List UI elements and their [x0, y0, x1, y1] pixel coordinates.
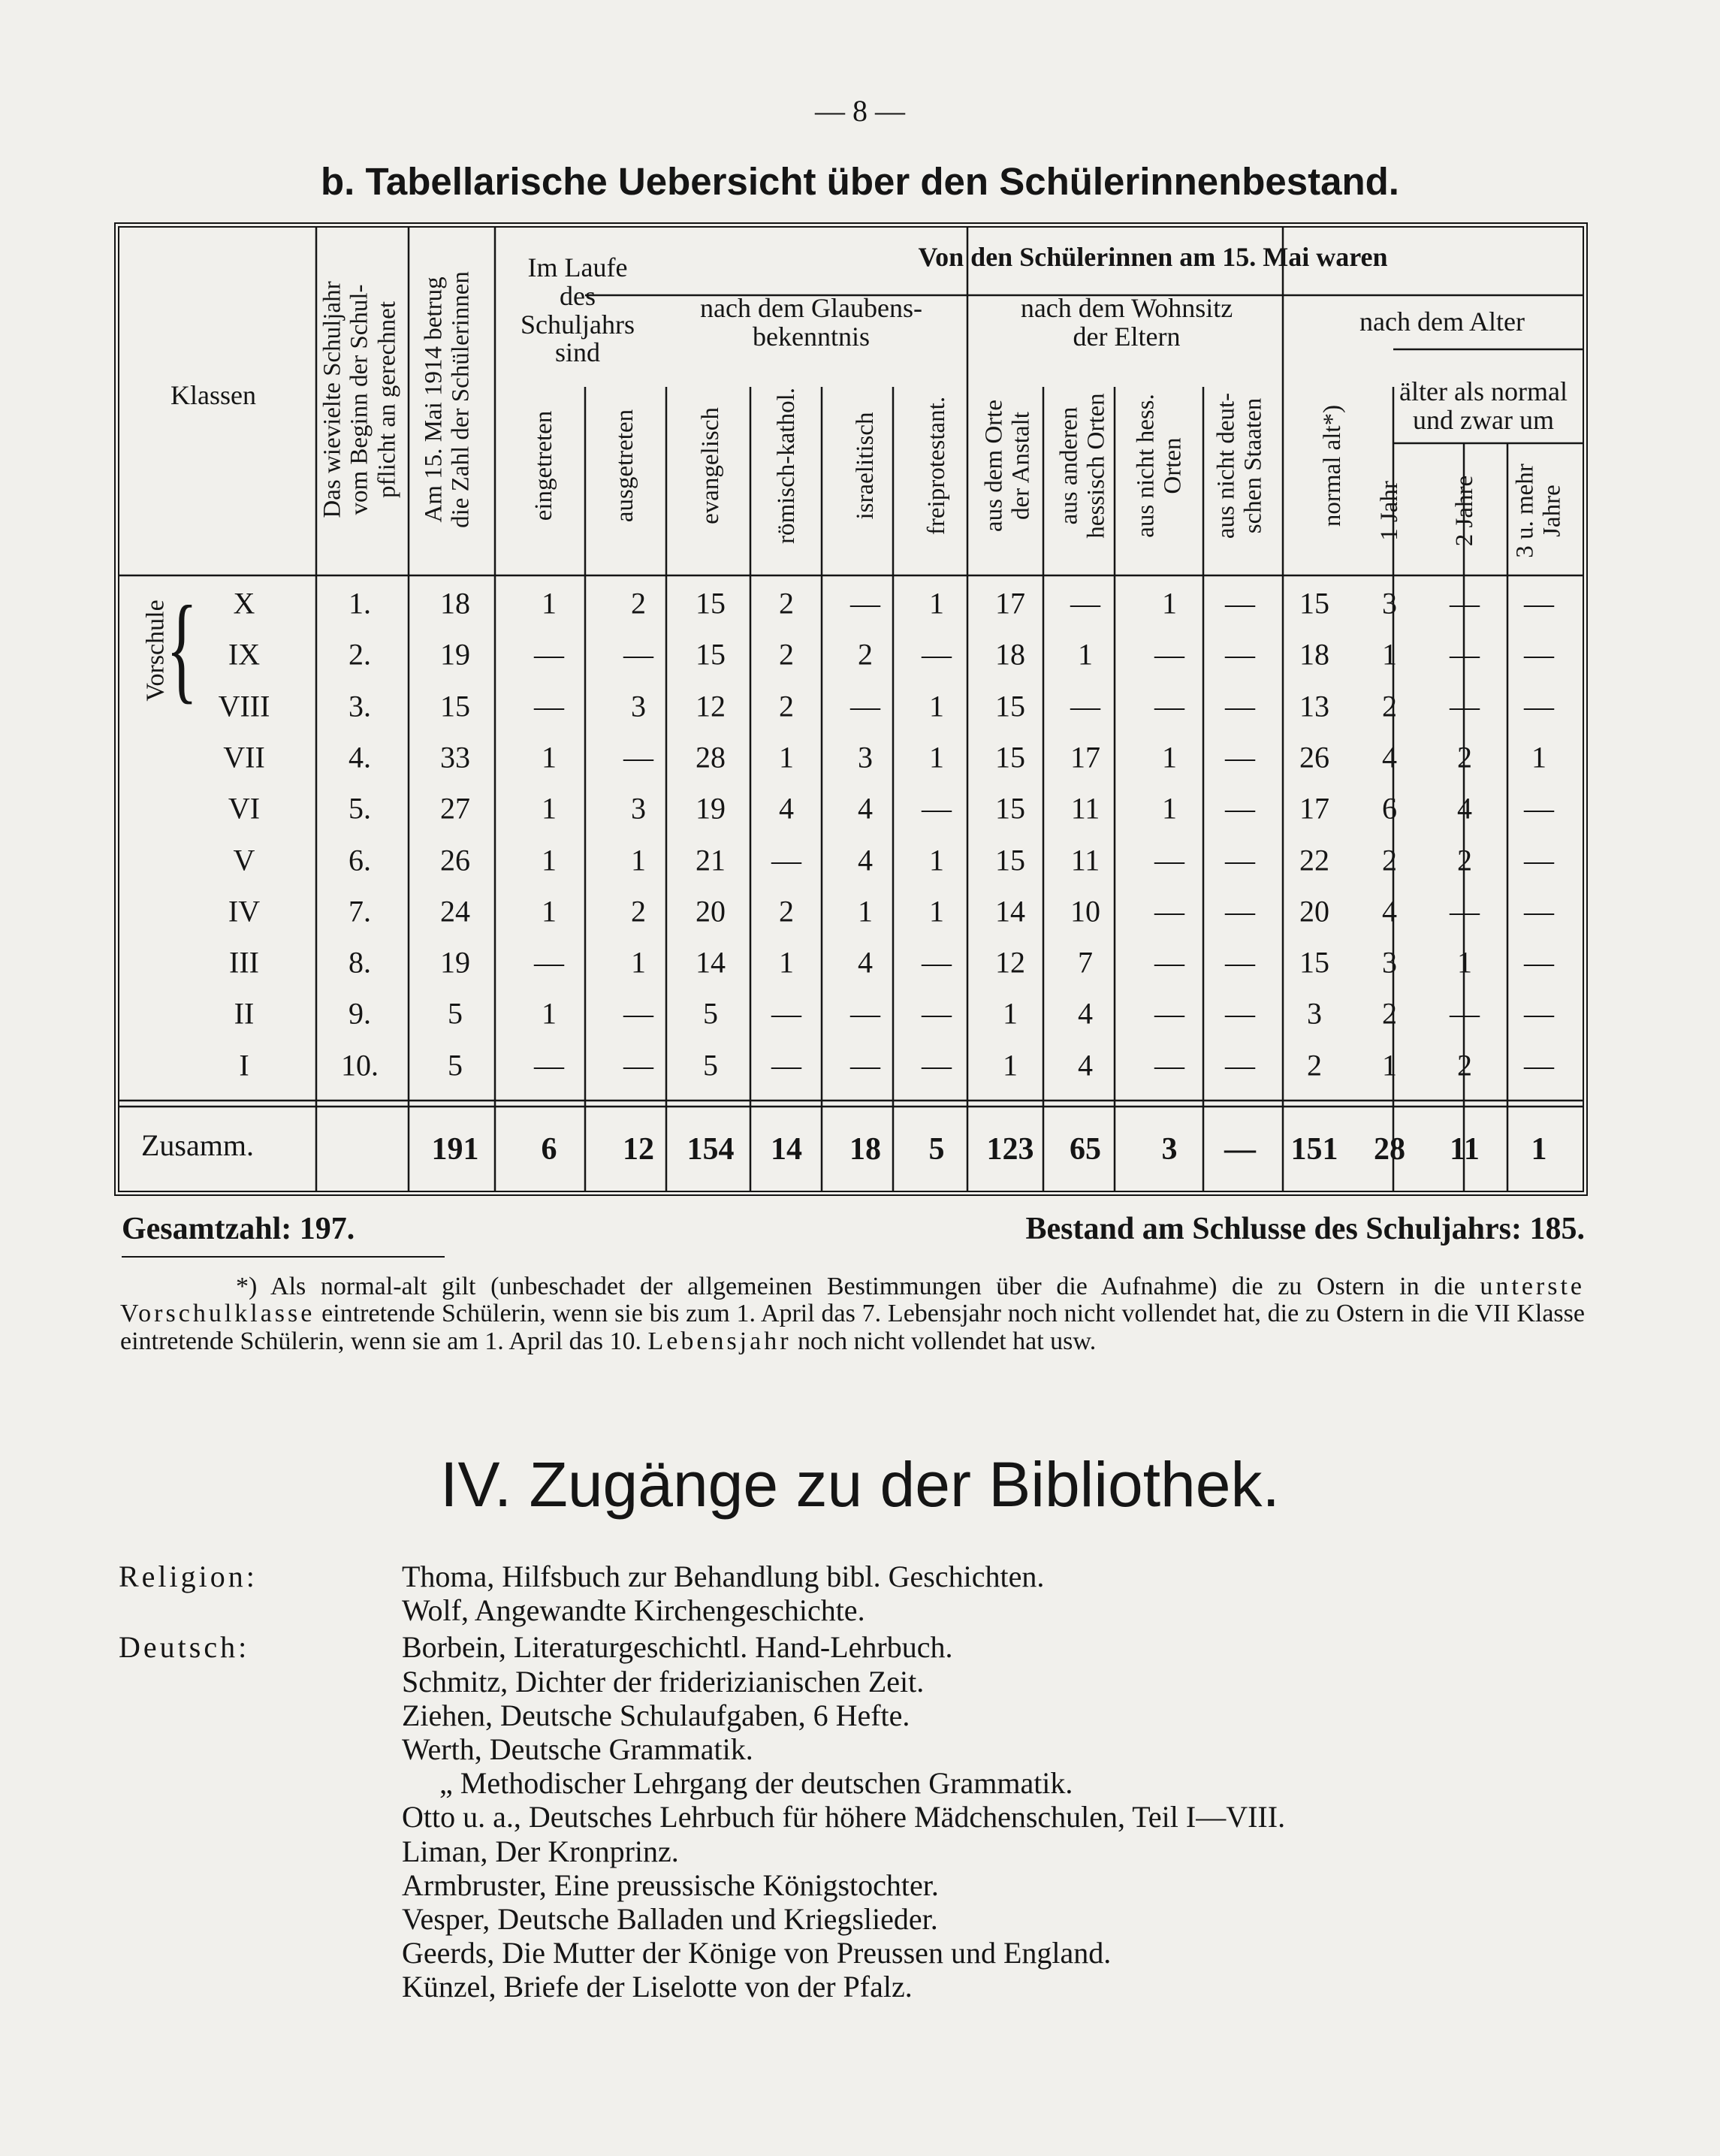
- table-cell: 2: [1457, 1048, 1472, 1083]
- total-cell: 6: [541, 1132, 557, 1167]
- table-cell: —: [1225, 637, 1255, 672]
- bestand: Bestand am Schlusse des Schuljahrs: 185.: [1025, 1212, 1585, 1246]
- table-cell: 26: [440, 843, 470, 877]
- header-1-jahr: 1 Jahr: [1375, 481, 1403, 541]
- footnote-rule: [122, 1256, 445, 1258]
- table-cell: —: [534, 689, 564, 723]
- table-cell: —: [1225, 586, 1255, 621]
- class-name-cell: IX: [228, 637, 261, 672]
- total-cell: 11: [1450, 1132, 1480, 1167]
- library-category-label: Religion:: [119, 1560, 258, 1593]
- table-cell: —: [1225, 996, 1255, 1031]
- table-cell: 14: [696, 945, 726, 980]
- table-cell: 1: [929, 894, 944, 929]
- vorschule-brace: {: [166, 581, 198, 714]
- table-cell: 12: [696, 689, 726, 723]
- table-cell: —: [1450, 996, 1480, 1031]
- library-item: Thoma, Hilfsbuch zur Behandlung bibl. Geschichten.: [402, 1560, 1045, 1593]
- footnote: *) Als normal-alt gilt (unbeschadet der allgemeinen Bestimmungen über die Aufnahme) die zu Ostern in die unterste Vorschulklasse eintretende Schülerin, wenn sie bis zum 1. April das 7. Lebensjahr noch nicht vollendet hat, die zu Ostern in die VII Klasse eintretende Schülerin, wenn sie am 1. April das 10. Lebensjahr noch nicht vollendet hat usw.: [120, 1273, 1586, 1355]
- table-cell: —: [1524, 689, 1554, 723]
- table-cell: 1.: [349, 586, 371, 621]
- table-cell: 1: [1003, 1048, 1018, 1083]
- table-cell: 3: [631, 791, 646, 826]
- table-cell: —: [1524, 586, 1554, 621]
- class-name-cell: VII: [223, 740, 265, 775]
- table-cell: 2: [779, 894, 794, 929]
- table-cell: 3: [1382, 945, 1397, 980]
- header-eingetreten: eingetreten: [530, 410, 557, 521]
- table-cell: 4: [858, 945, 873, 980]
- table-cell: 7: [1078, 945, 1093, 980]
- library-item: Werth, Deutsche Grammatik.: [402, 1732, 753, 1766]
- header-klassen: Klassen: [170, 380, 256, 410]
- table-cell: 2: [858, 637, 873, 672]
- header-freiprotestant: freiprotestant.: [922, 396, 950, 536]
- table-cell: 22: [1299, 843, 1329, 877]
- table-cell: —: [1450, 637, 1480, 672]
- total-cell: 151: [1290, 1132, 1338, 1167]
- total-cell: 18: [849, 1132, 881, 1167]
- table-cell: 1: [631, 843, 646, 877]
- table-cell: 1: [1531, 740, 1546, 775]
- table-cell: 19: [696, 791, 726, 826]
- table-cell: 26: [1299, 740, 1329, 775]
- table-cell: —: [1070, 689, 1100, 723]
- table-cell: 4: [858, 791, 873, 826]
- library-item: Otto u. a., Deutsches Lehrbuch für höhere Mädchenschulen, Teil I—VIII.: [402, 1800, 1286, 1834]
- table-cell: 11: [1070, 843, 1100, 877]
- table-cell: 3: [1307, 996, 1322, 1031]
- header-evangelisch: evangelisch: [696, 407, 724, 524]
- library-item: Ziehen, Deutsche Schulaufgaben, 6 Hefte.: [402, 1698, 910, 1732]
- class-name-cell: X: [233, 586, 255, 621]
- table-cell: 15: [1299, 945, 1329, 980]
- section-title: b. Tabellarische Uebersicht über den Schülerinnenbestand.: [321, 160, 1399, 203]
- total-cell: 1: [1531, 1132, 1547, 1167]
- table-cell: —: [1225, 1048, 1255, 1083]
- class-name-cell: VI: [228, 791, 261, 826]
- table-cell: 5: [703, 1048, 718, 1083]
- header-zahl: Am 15. Mai 1914 betrug die Zahl der Schülerinnen: [420, 271, 475, 528]
- table-cell: —: [623, 1048, 653, 1083]
- table-cell: 1: [1003, 996, 1018, 1031]
- vorschule-label: Vorschule: [141, 599, 170, 702]
- library-title: IV. Zugänge zu der Bibliothek.: [440, 1449, 1280, 1520]
- table-cell: —: [1154, 637, 1184, 672]
- header-nicht-deutsch: aus nicht deut- schen Staaten: [1212, 392, 1267, 539]
- table-cell: 10: [1070, 894, 1100, 929]
- table-cell: —: [1225, 843, 1255, 877]
- table-cell: 3: [1382, 586, 1397, 621]
- header-glauben: nach dem Glaubens- bekenntnis: [700, 293, 922, 352]
- total-cell: —: [1224, 1132, 1256, 1167]
- table-cell: 1: [929, 843, 944, 877]
- table-cell: 15: [995, 791, 1025, 826]
- table-cell: —: [1524, 996, 1554, 1031]
- table-cell: 5: [703, 996, 718, 1031]
- table-cell: 17: [995, 586, 1025, 621]
- header-alter: nach dem Alter: [1359, 306, 1525, 337]
- table-cell: 33: [440, 740, 470, 775]
- table-cell: 4: [1382, 894, 1397, 929]
- table-cell: —: [850, 996, 880, 1031]
- library-item: Schmitz, Dichter der friderizianischen Zeit.: [402, 1664, 925, 1699]
- table-cell: 5.: [349, 791, 371, 826]
- header-ort: aus dem Orte der Anstalt: [980, 400, 1035, 532]
- table-cell: 5: [448, 1048, 463, 1083]
- table-cell: —: [623, 740, 653, 775]
- table-cell: 2: [1457, 843, 1472, 877]
- library-category-label: Deutsch:: [119, 1630, 250, 1665]
- table-cell: 12: [995, 945, 1025, 980]
- table-cell: 1: [1382, 1048, 1397, 1083]
- table-cell: 1: [1457, 945, 1472, 980]
- table-cell: 4: [1078, 1048, 1093, 1083]
- table-cell: —: [771, 996, 801, 1031]
- header-normal: normal alt*): [1318, 404, 1346, 527]
- table-cell: 19: [440, 945, 470, 980]
- table-cell: —: [534, 1048, 564, 1083]
- header-2-jahre: 2 Jahre: [1450, 475, 1478, 547]
- table-cell: —: [1154, 996, 1184, 1031]
- total-cell: 5: [928, 1132, 945, 1167]
- table-cell: —: [922, 791, 952, 826]
- total-cell: 154: [686, 1132, 735, 1167]
- table-cell: 1: [631, 945, 646, 980]
- table-cell: 2.: [349, 637, 371, 672]
- table-cell: —: [1450, 894, 1480, 929]
- table-cell: 5: [448, 996, 463, 1031]
- table-cell: —: [1524, 945, 1554, 980]
- library-item: Borbein, Literaturgeschichtl. Hand-Lehrbuch.: [402, 1630, 953, 1665]
- total-cell: 3: [1161, 1132, 1178, 1167]
- class-name-cell: II: [234, 996, 255, 1031]
- header-schuljahr: Das wievielte Schuljahr vom Beginn der Schul- pflicht an gerechnet: [318, 281, 401, 518]
- total-cell: 14: [771, 1132, 802, 1167]
- table-cell: 3: [858, 740, 873, 775]
- table-cell: —: [1450, 689, 1480, 723]
- table-cell: —: [534, 945, 564, 980]
- header-3-jahre: 3 u. mehr Jahre: [1511, 464, 1566, 558]
- table-cell: 2: [779, 689, 794, 723]
- table-cell: 13: [1299, 689, 1329, 723]
- table-cell: —: [1154, 843, 1184, 877]
- table-cell: 2: [631, 586, 646, 621]
- table-cell: —: [623, 637, 653, 672]
- table-cell: 18: [440, 586, 470, 621]
- table-cell: —: [771, 843, 801, 877]
- table-cell: —: [1524, 843, 1554, 877]
- table-cell: 11: [1070, 791, 1100, 826]
- table-cell: 1: [542, 996, 557, 1031]
- table-cell: —: [922, 945, 952, 980]
- table-cell: —: [1524, 637, 1554, 672]
- class-name-cell: I: [239, 1048, 249, 1083]
- table-cell: 1: [1162, 791, 1177, 826]
- library-item: „ Methodischer Lehrgang der deutschen Grammatik.: [439, 1766, 1073, 1801]
- table-cell: 1: [542, 894, 557, 929]
- table-cell: —: [1225, 945, 1255, 980]
- table-cell: 15: [995, 689, 1025, 723]
- total-cell: 12: [623, 1132, 654, 1167]
- header-im-laufe: Im Laufe des Schuljahrs sind: [521, 252, 635, 368]
- table-cell: 15: [696, 586, 726, 621]
- table-cell: 1: [542, 843, 557, 877]
- table-cell: —: [534, 637, 564, 672]
- table-cell: 6.: [349, 843, 371, 877]
- class-name-cell: V: [233, 843, 255, 877]
- table-cell: —: [1225, 791, 1255, 826]
- class-name-cell: VIII: [218, 689, 270, 723]
- table-cell: 17: [1299, 791, 1329, 826]
- gesamtzahl: Gesamtzahl: 197.: [122, 1212, 355, 1246]
- table-cell: —: [1070, 586, 1100, 621]
- total-cell: 191: [431, 1132, 479, 1167]
- library-item: Künzel, Briefe der Liselotte von der Pfalz.: [402, 1970, 913, 2004]
- table-cell: —: [1225, 894, 1255, 929]
- table-cell: —: [1524, 894, 1554, 929]
- total-cell: 123: [986, 1132, 1034, 1167]
- table-cell: —: [850, 689, 880, 723]
- table-cell: 15: [696, 637, 726, 672]
- library-item: Armbruster, Eine preussische Königstochter.: [402, 1868, 939, 1902]
- table-cell: 2: [631, 894, 646, 929]
- table-cell: 18: [995, 637, 1025, 672]
- table-cell: —: [850, 586, 880, 621]
- table-cell: 15: [995, 740, 1025, 775]
- header-von-den: Von den Schülerinnen am 15. Mai waren: [918, 242, 1388, 272]
- header-katholisch: römisch-kathol.: [772, 387, 800, 545]
- table-cell: 4: [858, 843, 873, 877]
- table-cell: 20: [1299, 894, 1329, 929]
- library-item: Wolf, Angewandte Kirchengeschichte.: [402, 1593, 865, 1628]
- table-cell: 1: [858, 894, 873, 929]
- table-cell: 1: [779, 740, 794, 775]
- table-cell: —: [771, 1048, 801, 1083]
- table-cell: 2: [1307, 1048, 1322, 1083]
- table-cell: 2: [1457, 740, 1472, 775]
- header-wohnsitz: nach dem Wohnsitz der Eltern: [1020, 293, 1233, 352]
- table-cell: 1: [1162, 740, 1177, 775]
- table-cell: —: [1154, 1048, 1184, 1083]
- table-cell: —: [1450, 586, 1480, 621]
- table-cell: —: [1154, 894, 1184, 929]
- table-cell: 10.: [341, 1048, 379, 1083]
- table-cell: —: [1524, 1048, 1554, 1083]
- table-cell: 20: [696, 894, 726, 929]
- table-cell: 6: [1382, 791, 1397, 826]
- table-cell: 4: [1078, 996, 1093, 1031]
- table-cell: 8.: [349, 945, 371, 980]
- table-cell: 18: [1299, 637, 1329, 672]
- table-cell: 15: [995, 843, 1025, 877]
- table-cell: 1: [779, 945, 794, 980]
- table-cell: 17: [1070, 740, 1100, 775]
- table-cell: 1: [542, 586, 557, 621]
- table-cell: 4: [1457, 791, 1472, 826]
- table-cell: 15: [440, 689, 470, 723]
- table-cell: 19: [440, 637, 470, 672]
- table-cell: 15: [1299, 586, 1329, 621]
- table-cell: —: [850, 1048, 880, 1083]
- header-aelter: älter als normal und zwar um: [1399, 376, 1568, 435]
- class-name-cell: III: [229, 945, 259, 980]
- table-cell: —: [922, 1048, 952, 1083]
- table-cell: 4: [1382, 740, 1397, 775]
- class-name-cell: IV: [228, 894, 261, 929]
- table-cell: 21: [696, 843, 726, 877]
- table-cell: 27: [440, 791, 470, 826]
- table-cell: —: [1524, 791, 1554, 826]
- header-nicht-hess: aus nicht hess. Orten: [1132, 394, 1187, 538]
- table-cell: 7.: [349, 894, 371, 929]
- table-cell: 2: [1382, 689, 1397, 723]
- table-cell: 4: [779, 791, 794, 826]
- table-cell: 4.: [349, 740, 371, 775]
- table-cell: 2: [779, 637, 794, 672]
- table-cell: 3.: [349, 689, 371, 723]
- table-cell: —: [623, 996, 653, 1031]
- table-cell: —: [922, 996, 952, 1031]
- table-cell: 28: [696, 740, 726, 775]
- table-cell: 1: [929, 689, 944, 723]
- table-cell: 9.: [349, 996, 371, 1031]
- table-cell: 2: [1382, 996, 1397, 1031]
- table-cell: 1: [542, 791, 557, 826]
- table-cell: 1: [929, 740, 944, 775]
- zusamm-label: Zusamm.: [141, 1128, 254, 1162]
- table-cell: —: [1225, 740, 1255, 775]
- table-cell: 1: [929, 586, 944, 621]
- total-cell: 65: [1070, 1132, 1101, 1167]
- library-item: Vesper, Deutsche Balladen und Kriegslieder.: [402, 1902, 938, 1936]
- table-cell: —: [1225, 689, 1255, 723]
- table-cell: —: [922, 637, 952, 672]
- table-cell: 1: [1078, 637, 1093, 672]
- table-cell: 1: [1162, 586, 1177, 621]
- table-cell: 1: [1382, 637, 1397, 672]
- header-ausgetreten: ausgetreten: [611, 409, 638, 523]
- table-cell: —: [1154, 945, 1184, 980]
- header-hessisch: aus anderen hessisch Orten: [1055, 393, 1110, 539]
- table-cell: 24: [440, 894, 470, 929]
- table-cell: 2: [1382, 843, 1397, 877]
- table-cell: 2: [779, 586, 794, 621]
- table-cell: 1: [542, 740, 557, 775]
- library-item: Liman, Der Kronprinz.: [402, 1834, 679, 1868]
- table-cell: 3: [631, 689, 646, 723]
- table-cell: —: [1154, 689, 1184, 723]
- page-number: — 8 —: [815, 94, 905, 128]
- library-item: Geerds, Die Mutter der Könige von Preussen und England.: [402, 1936, 1112, 1970]
- table-cell: 14: [995, 894, 1025, 929]
- total-cell: 28: [1374, 1132, 1405, 1167]
- header-israelitisch: israelitisch: [851, 412, 879, 520]
